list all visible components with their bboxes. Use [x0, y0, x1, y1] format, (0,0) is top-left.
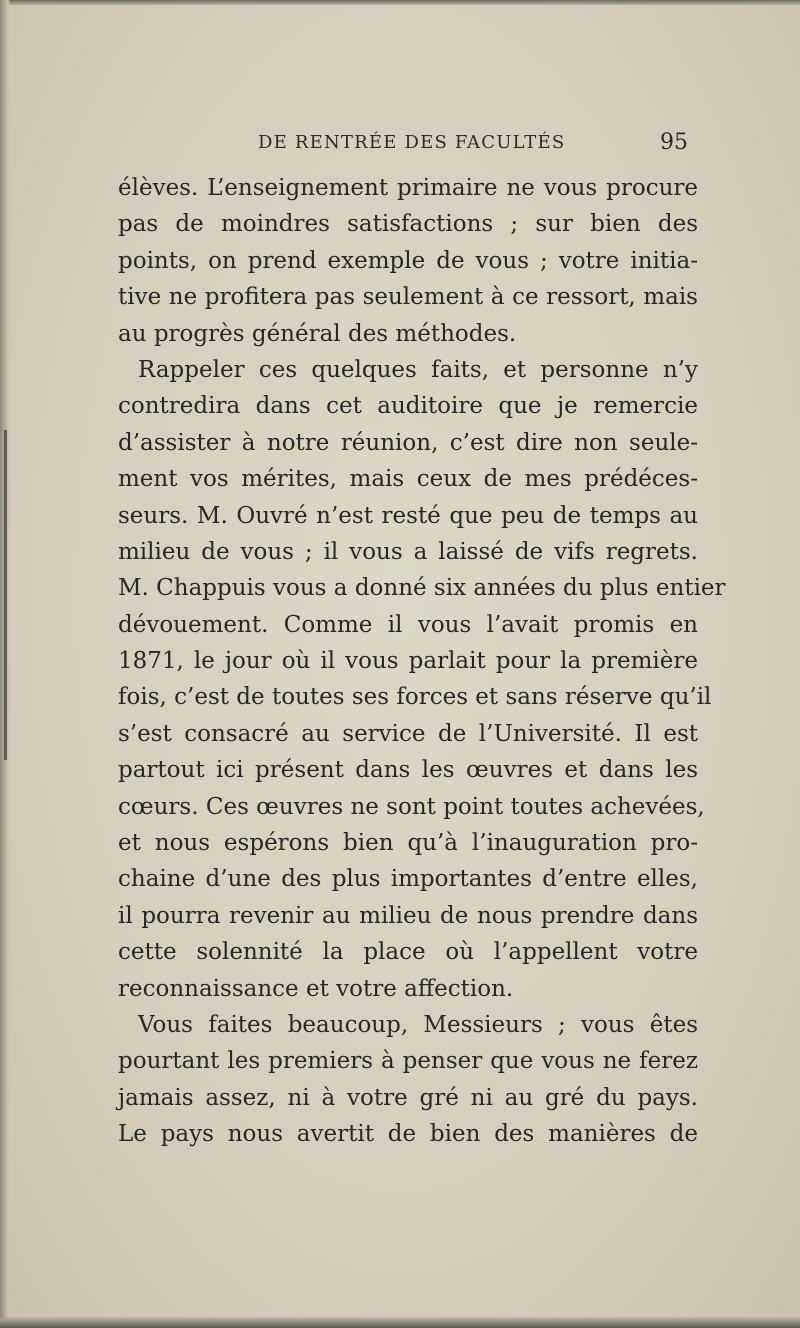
text-line: il pourra revenir au milieu de nous prendre dans: [118, 902, 698, 929]
text-line: partout ici présent dans les œuvres et dans les: [118, 757, 698, 784]
text-line: cœurs. Ces œuvres ne sont point toutes achevées,: [118, 793, 705, 820]
text-line: tive ne profitera pas seulement à ce ressort, mais: [118, 284, 698, 311]
text-line: chaine d’une des plus importantes d’entre elles,: [118, 866, 698, 893]
text-line: reconnaissance et votre affection.: [118, 975, 514, 1002]
text-line: dévouement. Comme il vous l’avait promis en: [118, 611, 698, 638]
running-head: [118, 132, 688, 158]
binding-mark: [4, 430, 7, 760]
text-line: pas de moindres satisfactions ; sur bien des: [118, 211, 698, 238]
text-line: fois, c’est de toutes ses forces et sans réserve qu’il: [118, 684, 712, 711]
text-line: M. Chappuis vous a donné six années du plus entier: [118, 575, 726, 602]
text-line: au progrès général des méthodes.: [118, 320, 517, 347]
text-line: points, on prend exemple de vous ; votre initia-: [118, 247, 698, 274]
running-title: DE RENTRÉE DES FACULTÉS: [258, 132, 566, 153]
text-line: Le pays nous avertit de bien des manières de: [118, 1121, 698, 1148]
text-line: cette solennité la place où l’appellent votre: [118, 939, 698, 966]
page-bottom-edge: [0, 1316, 800, 1328]
text-line: milieu de vous ; il vous a laissé de vifs regrets.: [118, 538, 698, 565]
page-number: 95: [660, 130, 688, 155]
text-line: d’assister à notre réunion, c’est dire non seule-: [118, 429, 698, 456]
page-top-edge: [0, 0, 800, 5]
text-line: et nous espérons bien qu’à l’inauguration pro-: [118, 830, 698, 857]
body-text: [118, 170, 726, 1153]
text-line: Rappeler ces quelques faits, et personne n’y: [138, 356, 698, 383]
text-line: pourtant les premiers à penser que vous ne ferez: [118, 1048, 698, 1075]
text-line: jamais assez, ni à votre gré ni au gré du pays.: [118, 1084, 698, 1111]
text-line: contredira dans cet auditoire que je remercie: [118, 393, 698, 420]
text-line: Vous faites beaucoup, Messieurs ; vous êtes: [138, 1011, 698, 1038]
text-line: élèves. L’enseignement primaire ne vous procure: [118, 175, 698, 201]
text-line: ment vos mérites, mais ceux de mes prédéces-: [118, 466, 698, 493]
text-line: 1871, le jour où il vous parlait pour la première: [118, 648, 698, 675]
text-line: seurs. M. Ouvré n’est resté que peu de temps au: [118, 502, 698, 529]
text-line: s’est consacré au service de l’Université. Il est: [118, 720, 698, 747]
